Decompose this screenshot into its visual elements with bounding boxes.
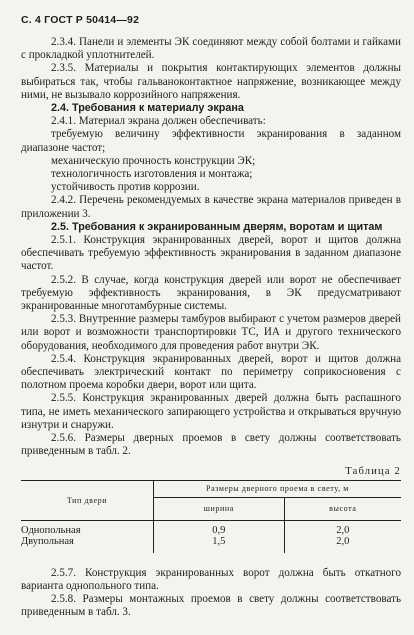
table-cell-type: Двупольная bbox=[21, 535, 74, 547]
paragraph-2-5-2: 2.5.2. В случае, когда конструкция дверей или ворот не обеспечивает требуемую эффективность экранирования, в ЭК предусматривают экранированные многотамбурные системы. bbox=[21, 273, 401, 313]
table-cell-height: 2,0 bbox=[284, 536, 401, 547]
list-item: механическую прочность конструкции ЭК; bbox=[51, 154, 256, 167]
paragraph-2-4-2: 2.4.2. Перечень рекомендуемых в качестве экрана материалов приведен в приложении 3. bbox=[21, 194, 401, 220]
table-header-group: Размеры дверного проема в свету, м bbox=[154, 480, 402, 497]
document-body bbox=[21, 36, 401, 620]
section-heading-2-5: 2.5. Требования к экранированным дверям, воротам и щитам bbox=[51, 220, 383, 233]
paragraph-2-3-5: 2.3.5. Материалы и покрытия контактирующих элементов должны выбираться так, чтобы гальваноконтактное напряжение, возникающее между ними, не вызывало коррозийного напряжения. bbox=[21, 62, 401, 101]
page-header: С. 4 ГОСТ Р 50414—92 bbox=[21, 14, 140, 26]
list-item: технологичность изготовления и монтажа; bbox=[51, 168, 253, 181]
table-cell-height: 2,0 bbox=[284, 520, 401, 536]
table-cell-width: 1,5 bbox=[154, 536, 285, 547]
paragraph-2-4-1: 2.4.1. Материал экрана должен обеспечивать: bbox=[51, 115, 266, 128]
paragraph-2-5-4: 2.5.4. Конструкция экранированных дверей, ворот и щитов должна обеспечивать электрический контакт по периметру соприкосновения с полотном проема коробки двери, ворот или щита. bbox=[21, 352, 401, 392]
list-item: устойчивость против коррозии. bbox=[51, 181, 200, 194]
section-heading-2-4: 2.4. Требования к материалу экрана bbox=[51, 102, 244, 115]
paragraph-2-5-3: 2.5.3. Внутренние размеры тамбуров выбирают с учетом размеров дверей или ворот и возможности транспортировки ТС, ИА и другого технического оборудования, необходимого для проведения работ внутри ЭК. bbox=[21, 313, 401, 352]
table-cell-type: Однопольная bbox=[21, 524, 81, 536]
list-item: требуемую величину эффективности экранирования в заданном диапазоне частот; bbox=[21, 128, 401, 154]
paragraph-2-5-8: 2.5.8. Размеры монтажных проемов в свету должны соответствовать приведенным в табл. 3. bbox=[21, 593, 401, 619]
table-header-type: Тип двери bbox=[66, 495, 108, 505]
table-caption: Таблица 2 bbox=[345, 465, 401, 477]
table-cell-width: 0,9 bbox=[154, 520, 285, 536]
paragraph-2-3-4: 2.3.4. Панели и элементы ЭК соединяют между собой болтами и гайками с прокладкой уплотнителей. bbox=[21, 36, 401, 62]
table-header-height: высота bbox=[284, 497, 401, 520]
paragraph-2-5-1: 2.5.1. Конструкция экранированных дверей, ворот и щитов должна обеспечивать требуемую эффективность экранирования в заданном диапазоне частот. bbox=[21, 234, 401, 273]
paragraph-2-5-6: 2.5.6. Размеры дверных проемов в свету должны соответствовать приведенным в табл. 2. bbox=[21, 432, 401, 458]
paragraph-2-5-7: 2.5.7. Конструкция экранированных ворот должна быть откатного варианта однопольного типа. bbox=[21, 566, 401, 592]
table-header-width: ширина bbox=[154, 497, 285, 520]
paragraph-2-5-5: 2.5.5. Конструкция экранированных дверей должна быть распашного типа, не иметь механического запирающего устройства и открываться вручную изнутри и снаружи. bbox=[21, 392, 401, 431]
door-size-table bbox=[21, 480, 401, 553]
